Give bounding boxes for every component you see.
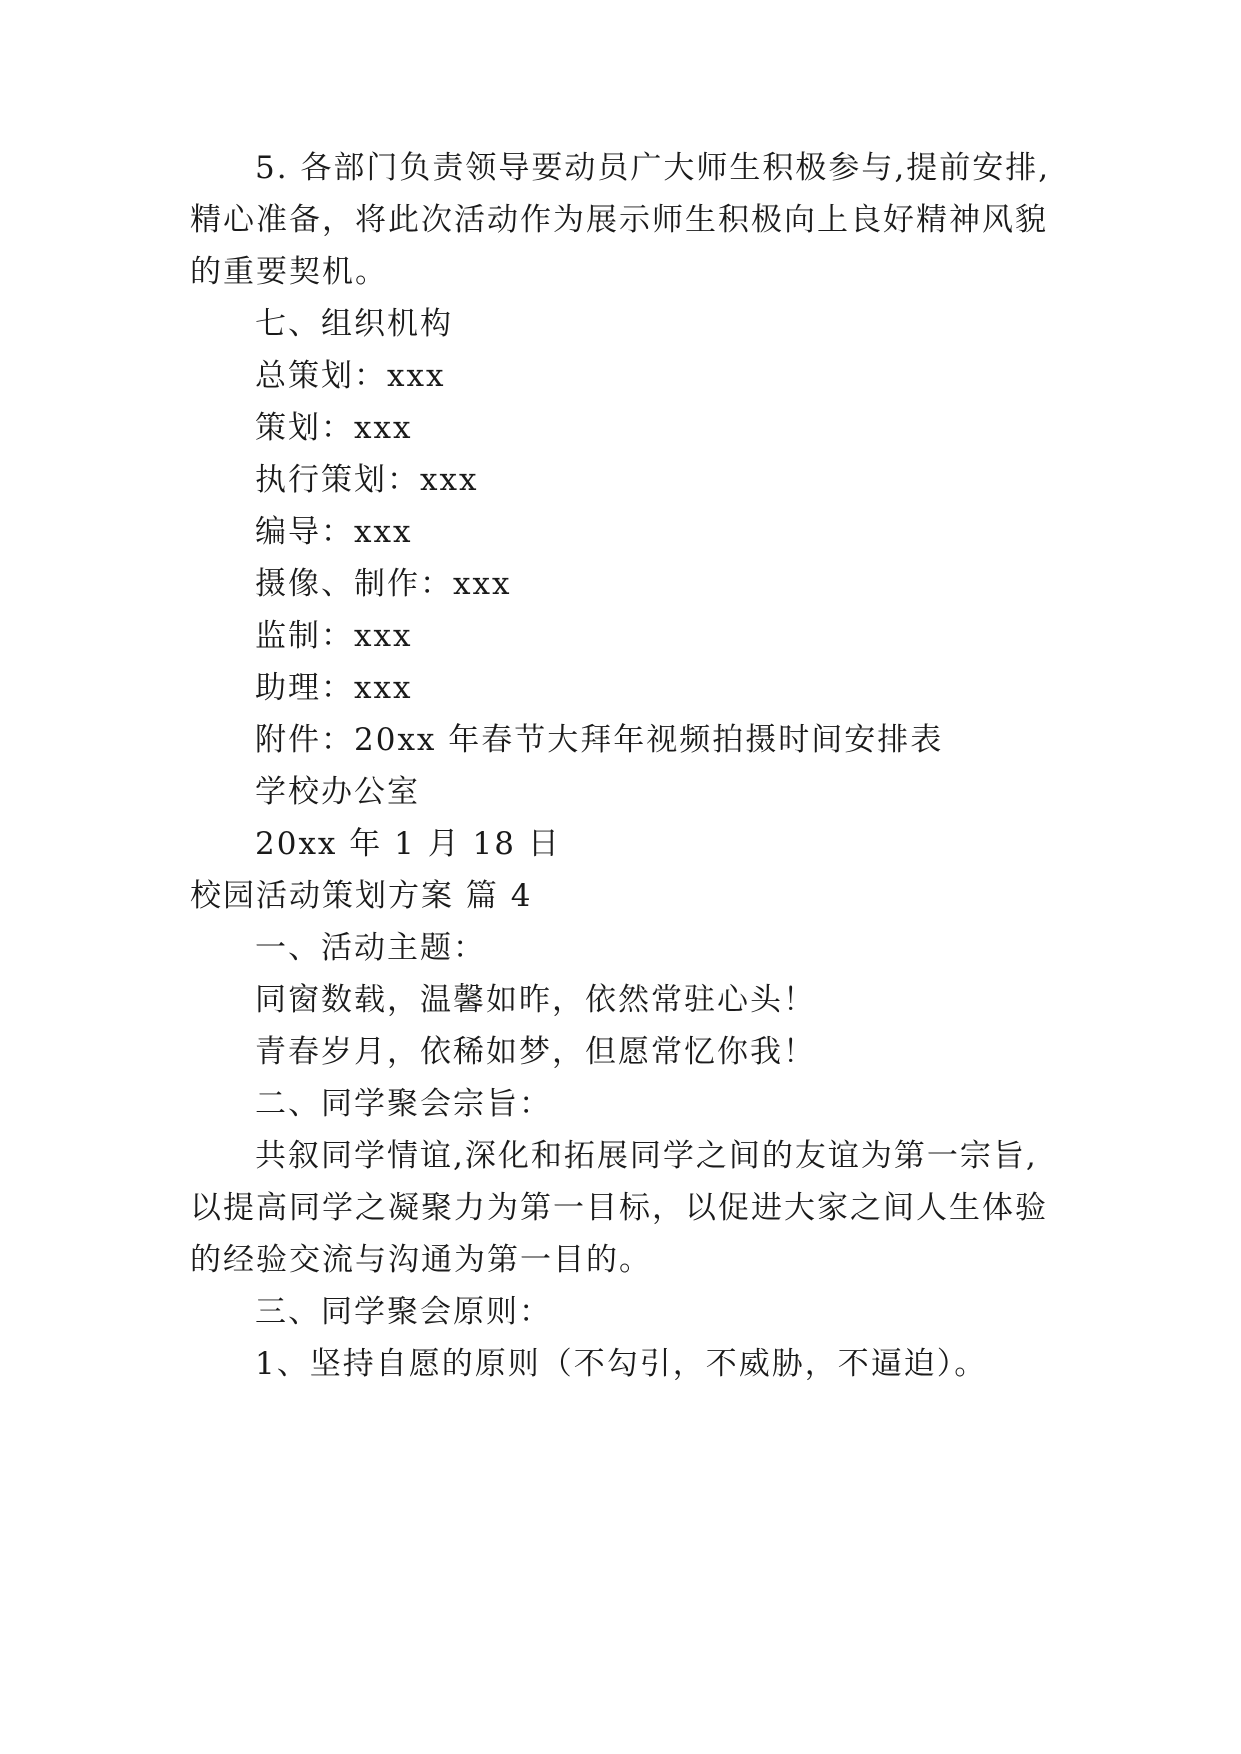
section-7-heading: 七、组织机构 (255, 306, 453, 342)
signature-date: 20xx 年 1 月 18 日 (255, 826, 561, 862)
org-director: 编导：xxx (255, 514, 413, 550)
theme-line-1: 同窗数载，温馨如昨，依然常驻心头！ (255, 982, 816, 1018)
attachment-note: 附件：20xx 年春节大拜年视频拍摄时间安排表 (255, 722, 944, 758)
purpose-line-1: 共叙同学情谊,深化和拓展同学之间的友谊为第一宗旨, (255, 1138, 1038, 1174)
section-2-heading: 二、同学聚会宗旨： (255, 1086, 552, 1122)
purpose-line-3: 的经验交流与沟通为第一目的。 (190, 1242, 652, 1278)
article-4-title: 校园活动策划方案 篇 4 (190, 878, 533, 914)
org-supervisor: 监制：xxx (255, 618, 413, 654)
org-executive-planner: 执行策划：xxx (255, 462, 479, 498)
principle-1: 1、坚持自愿的原则（不勾引，不威胁，不逼迫）。 (255, 1346, 988, 1382)
org-assistant: 助理：xxx (255, 670, 413, 706)
paragraph-5-line-3: 的重要契机。 (190, 254, 388, 290)
section-1-heading: 一、活动主题： (255, 930, 486, 966)
org-camera-production: 摄像、制作：xxx (255, 566, 512, 602)
signature-office: 学校办公室 (255, 774, 420, 810)
paragraph-5-line-1: 5. 各部门负责领导要动员广大师生积极参与,提前安排, (255, 150, 1051, 186)
org-general-planner: 总策划：xxx (255, 358, 446, 394)
paragraph-5-line-2: 精心准备，将此次活动作为展示师生积极向上良好精神风貌 (190, 202, 1048, 238)
section-3-heading: 三、同学聚会原则： (255, 1294, 552, 1330)
theme-line-2: 青春岁月，依稀如梦，但愿常忆你我！ (255, 1034, 816, 1070)
purpose-line-2: 以提高同学之凝聚力为第一目标，以促进大家之间人生体验 (190, 1190, 1048, 1226)
org-planner: 策划：xxx (255, 410, 413, 446)
